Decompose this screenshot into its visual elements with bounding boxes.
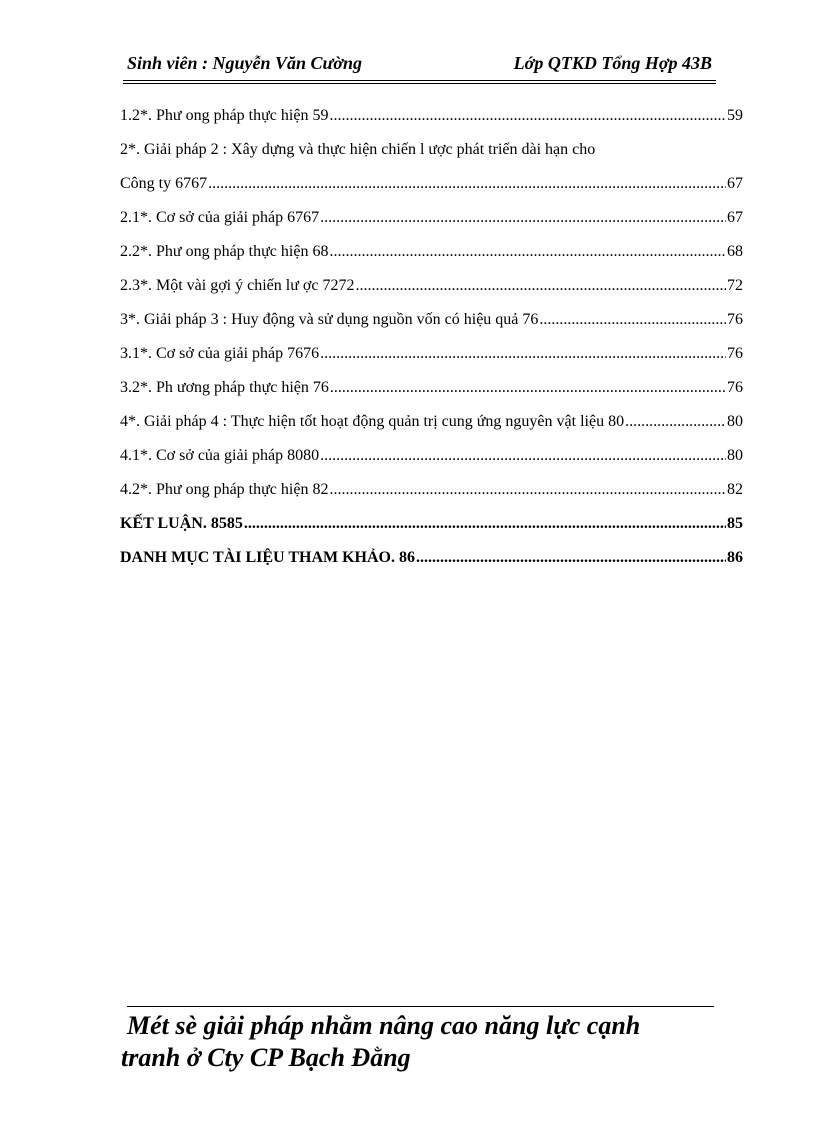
toc-leader (329, 104, 726, 128)
toc-leader (625, 410, 726, 434)
toc-leader (320, 444, 726, 468)
toc-leader (320, 342, 726, 366)
toc-leader (355, 274, 726, 298)
toc-leader (329, 478, 726, 502)
toc-leader (320, 206, 726, 230)
toc-entry[interactable] (120, 206, 743, 240)
toc-entry-title: 3.1*. Cơ sở của giải pháp 7676 (120, 345, 320, 362)
class-name: Lớp QTKD Tổng Hợp 43B (513, 53, 712, 73)
toc-page-number: 76 (727, 345, 743, 362)
student-name: Sinh viên : Nguyễn Văn Cường (127, 53, 362, 73)
page-header (127, 53, 712, 79)
toc-entry-references[interactable] (120, 546, 743, 580)
toc-entry[interactable] (120, 274, 743, 308)
toc-entry-title: 4.1*. Cơ sở của giải pháp 8080 (120, 447, 320, 464)
toc-entry-title: 2.2*. Phư ong pháp thực hiện 68 (120, 243, 329, 260)
toc-page-number: 76 (727, 379, 743, 396)
toc-page-number: 80 (727, 413, 743, 430)
toc-entry[interactable] (120, 376, 743, 410)
toc-leader (208, 172, 726, 196)
toc-page-number: 68 (727, 243, 743, 260)
toc-page-number: 80 (727, 447, 743, 464)
toc-entry-title: 2.1*. Cơ sở của giải pháp 6767 (120, 209, 320, 226)
toc-entry[interactable] (120, 104, 743, 138)
toc-entry-title: 4.2*. Phư ong pháp thực hiện 82 (120, 481, 329, 498)
toc-page-number: 67 (727, 209, 743, 226)
toc-page-number: 72 (727, 277, 743, 294)
toc-entry-title: 3.2*. Ph ương pháp thực hiện 76 (120, 379, 329, 396)
toc-entry[interactable] (120, 444, 743, 478)
toc-entry-title: 4*. Giải pháp 4 : Thực hiện tốt hoạt động quản trị cung ứng nguyên vật liệu 80 (120, 413, 625, 430)
toc-leader (330, 376, 726, 400)
toc-page-number: 76 (727, 311, 743, 328)
toc-entry[interactable] (120, 410, 743, 444)
toc-entry[interactable] (120, 342, 743, 376)
toc-entry-wrapped-line[interactable]: 2*. Giải pháp 2 : Xây dựng và thực hiện chiến l ược phát triển dài hạn cho (120, 141, 596, 158)
toc-leader (416, 546, 726, 570)
toc-page-number: 82 (727, 481, 743, 498)
toc-page-number: 67 (727, 175, 743, 192)
toc-entry[interactable] (120, 172, 743, 206)
toc-entry-title: 2.3*. Một vài gợi ý chiến lư ợc 7272 (120, 277, 355, 294)
toc-entry-title: KẾT LUẬN. 8585 (120, 515, 243, 532)
toc-page-number: 85 (727, 515, 743, 532)
toc-entry[interactable] (120, 308, 743, 342)
table-of-contents (120, 104, 743, 580)
footer-divider (127, 1006, 714, 1007)
toc-entry[interactable] (120, 478, 743, 512)
page-footer (121, 1010, 721, 1074)
footer-title-line-1: Mét sè giải pháp nhằm nâng cao năng lực cạnh (127, 1011, 641, 1040)
toc-entry[interactable] (120, 240, 743, 274)
toc-page-number: 59 (727, 107, 743, 124)
toc-entry-title: 3*. Giải pháp 3 : Huy động và sử dụng nguồn vốn có hiệu quả 76 (120, 311, 539, 328)
header-divider (123, 80, 716, 84)
toc-entry-title: 1.2*. Phư ong pháp thực hiện 59 (120, 107, 329, 124)
toc-leader (329, 240, 726, 264)
toc-leader (539, 308, 726, 332)
toc-entry-title: DANH MỤC TÀI LIỆU THAM KHẢO. 86 (120, 549, 415, 566)
toc-entry-title: Công ty 6767 (120, 175, 208, 192)
toc-leader (244, 512, 726, 536)
footer-title-line-2: tranh ở Cty CP Bạch Đằng (121, 1043, 411, 1072)
toc-page-number: 86 (727, 549, 743, 566)
toc-entry-conclusion[interactable] (120, 512, 743, 546)
